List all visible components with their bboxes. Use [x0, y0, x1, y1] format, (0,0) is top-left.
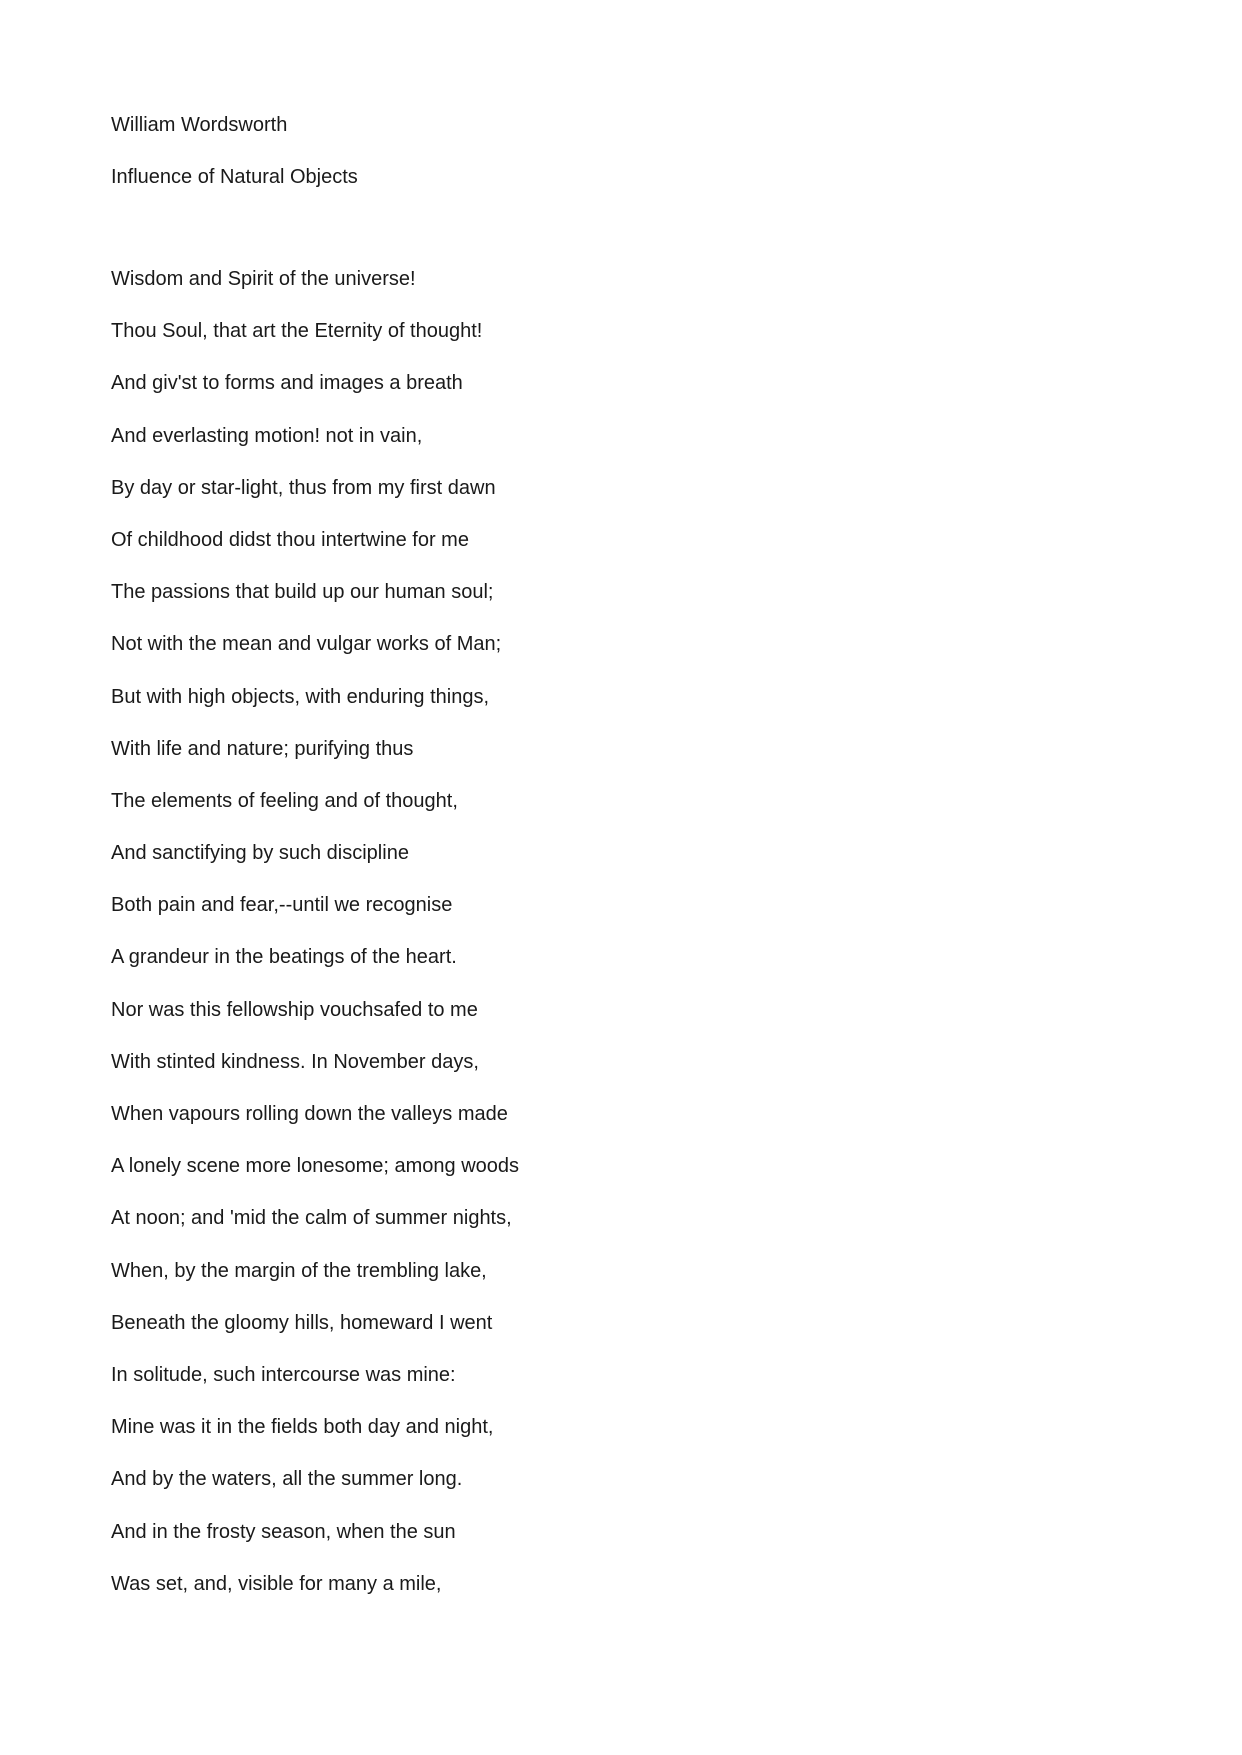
poem-line: In solitude, such intercourse was mine:: [111, 1363, 456, 1386]
poem-line: When, by the margin of the trembling lake,: [111, 1259, 487, 1282]
poem-line: The passions that build up our human soul;: [111, 581, 494, 604]
poem-line: A grandeur in the beatings of the heart.: [111, 946, 457, 969]
poem-body: [111, 266, 519, 1623]
author-name: William Wordsworth: [111, 114, 288, 136]
poem-line: Thou Soul, that art the Eternity of thought!: [111, 320, 483, 343]
poem-line: With life and nature; purifying thus: [111, 737, 414, 760]
poem-line: And by the waters, all the summer long.: [111, 1468, 463, 1491]
poem-line: Beneath the gloomy hills, homeward I went: [111, 1311, 493, 1334]
poem-line: At noon; and 'mid the calm of summer nights,: [111, 1207, 512, 1230]
poem-line: But with high objects, with enduring things,: [111, 685, 489, 708]
poem-line: Wisdom and Spirit of the universe!: [111, 268, 416, 290]
poem-line: Was set, and, visible for many a mile,: [111, 1572, 442, 1595]
poem-line: And giv'st to forms and images a breath: [111, 372, 463, 395]
poem-line: By day or star-light, thus from my first dawn: [111, 476, 496, 499]
poem-line: Nor was this fellowship vouchsafed to me: [111, 998, 478, 1021]
poem-line: With stinted kindness. In November days,: [111, 1050, 479, 1073]
poem-line: Of childhood didst thou intertwine for me: [111, 528, 469, 551]
poem-line: Both pain and fear,--until we recognise: [111, 894, 453, 917]
poem-line: A lonely scene more lonesome; among woods: [111, 1155, 520, 1178]
poem-line: And sanctifying by such discipline: [111, 842, 409, 865]
poem-line: When vapours rolling down the valleys made: [111, 1103, 508, 1125]
poem-line: And in the frosty season, when the sun: [111, 1520, 456, 1543]
poem-line: Not with the mean and vulgar works of Man;: [111, 633, 502, 656]
poem-line: And everlasting motion! not in vain,: [111, 424, 423, 447]
poem-line: The elements of feeling and of thought,: [111, 789, 458, 812]
poem-line: Mine was it in the fields both day and night,: [111, 1416, 494, 1439]
poem-title: Influence of Natural Objects: [111, 166, 358, 188]
